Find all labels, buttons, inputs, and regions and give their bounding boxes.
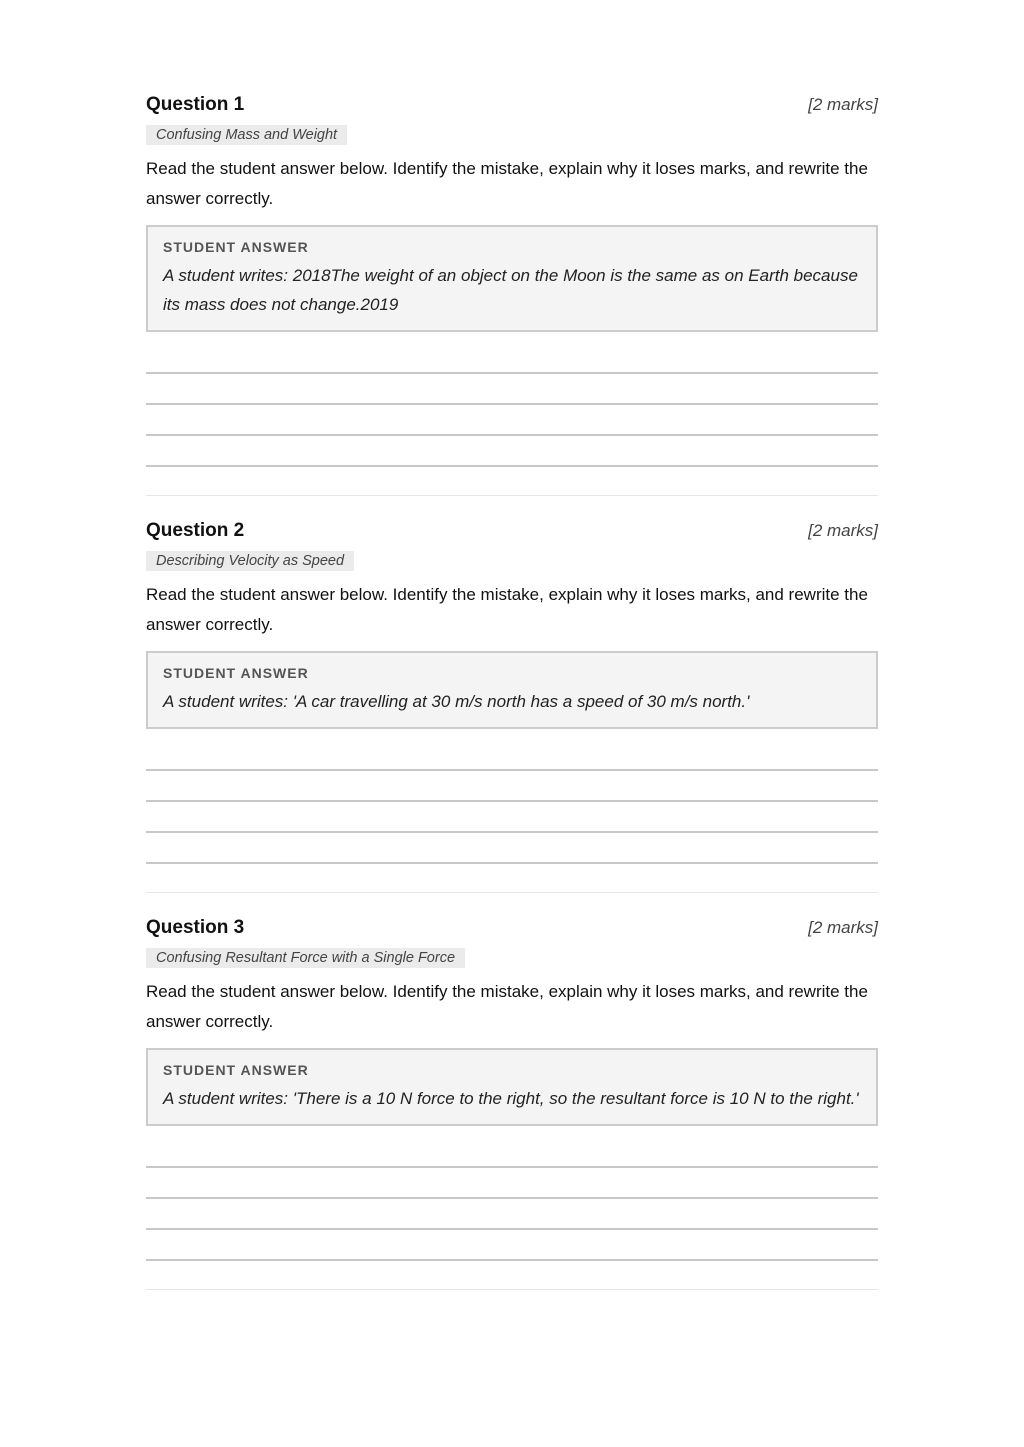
answer-line[interactable] — [146, 436, 878, 467]
student-answer-label: STUDENT ANSWER — [163, 239, 309, 255]
topic-tag: Confusing Mass and Weight — [146, 125, 347, 145]
student-answer-box — [146, 225, 878, 332]
answer-line[interactable] — [146, 1137, 878, 1168]
question-prompt: Read the student answer below. Identify the mistake, explain why it loses marks, and rewrite the answer correctly. — [146, 982, 868, 1031]
answer-line[interactable] — [146, 1168, 878, 1199]
question-prompt: Read the student answer below. Identify the mistake, explain why it loses marks, and rewrite the answer correctly. — [146, 585, 868, 634]
answer-line[interactable] — [146, 343, 878, 374]
question-block — [146, 520, 878, 893]
student-answer-box — [146, 1048, 878, 1126]
question-block — [146, 94, 878, 496]
question-marks: [2 marks] — [808, 521, 878, 540]
student-answer-label: STUDENT ANSWER — [163, 1062, 309, 1078]
student-answer-box — [146, 651, 878, 729]
student-answer-text: A student writes: 'There is a 10 N force to the right, so the resultant force is 10 N to the right.' — [163, 1089, 859, 1108]
student-answer-text: A student writes: 2018The weight of an object on the Moon is the same as on Earth because its mass does not change.2019 — [163, 266, 858, 314]
answer-line[interactable] — [146, 802, 878, 833]
question-title: Question 1 — [146, 94, 245, 115]
answer-line[interactable] — [146, 740, 878, 771]
answer-line[interactable] — [146, 1199, 878, 1230]
answer-lines[interactable] — [146, 729, 878, 892]
student-answer-text: A student writes: 'A car travelling at 30 m/s north has a speed of 30 m/s north.' — [163, 692, 750, 711]
question-header — [146, 917, 878, 945]
question-title: Question 3 — [146, 917, 245, 938]
question-prompt: Read the student answer below. Identify the mistake, explain why it loses marks, and rewrite the answer correctly. — [146, 159, 868, 208]
topic-tag: Confusing Resultant Force with a Single Force — [146, 948, 465, 968]
question-title: Question 2 — [146, 520, 245, 541]
question-header — [146, 520, 878, 548]
question-block — [146, 917, 878, 1290]
question-header — [146, 94, 878, 122]
answer-line[interactable] — [146, 405, 878, 436]
answer-line[interactable] — [146, 771, 878, 802]
answer-line[interactable] — [146, 374, 878, 405]
answer-lines[interactable] — [146, 1126, 878, 1289]
student-answer-label: STUDENT ANSWER — [163, 665, 309, 681]
answer-line[interactable] — [146, 1230, 878, 1261]
worksheet-content — [146, 94, 878, 1290]
question-marks: [2 marks] — [808, 95, 878, 114]
question-marks: [2 marks] — [808, 918, 878, 937]
answer-line[interactable] — [146, 833, 878, 864]
topic-tag: Describing Velocity as Speed — [146, 551, 354, 571]
answer-lines[interactable] — [146, 332, 878, 495]
